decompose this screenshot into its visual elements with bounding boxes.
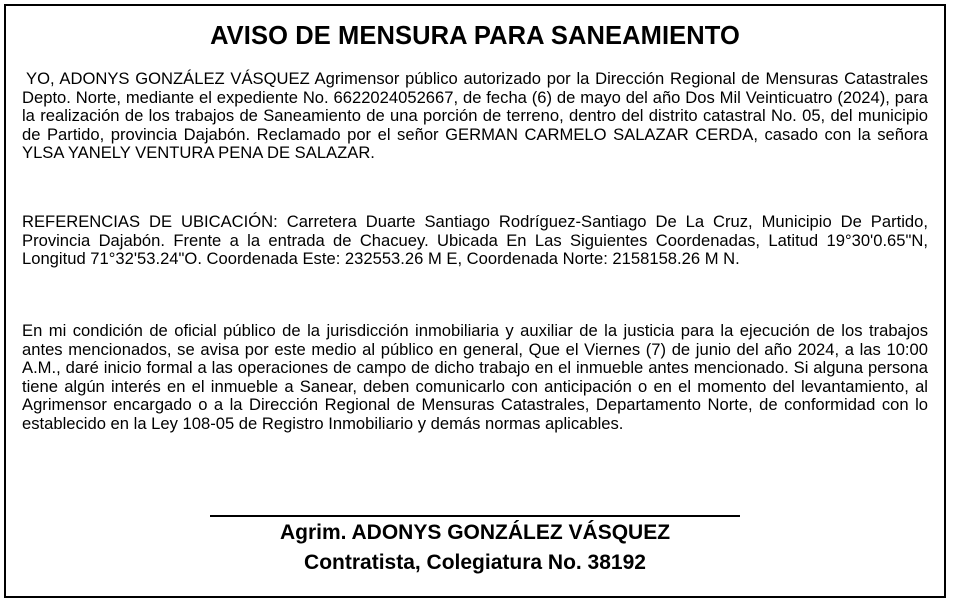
paragraph-location-references: REFERENCIAS DE UBICACIÓN: Carretera Duarte Santiago Rodríguez-Santiago De La Cruz, Municipio De Partido, Provincia Dajabón. Frente a la entrada de Chacuey. Ubicada En Las Siguientes Coordenadas, Latitud 19°30'0.65"N, Longitud 71°32'53.24"O. Coordenada Este: 232553.26 M E, Coordenada Norte: 2158158.26 M N. [22, 212, 928, 269]
notice-box [4, 4, 946, 598]
signature-role: Contratista, Colegiatura No. 38192 [304, 551, 646, 574]
signature-line [210, 515, 740, 517]
paragraph-public-notice: En mi condición de oficial público de la jurisdicción inmobiliaria y auxiliar de la justicia para la ejecución de los trabajos antes mencionados, se avisa por este medio al público en general, Que el Viernes (7) de junio del año 2024, a las 10:00 A.M., daré inicio formal a las operaciones de campo de dicho trabajo en el inmueble antes mencionado. Si alguna persona tiene algún interés en el inmueble a Sanear, deben comunicarlo con anticipación o en el momento del levantamiento, al Agrimensor encargado o a la Dirección Regional de Mensuras Catastrales, Departamento Norte, de conformidad con lo establecido en la Ley 108-05 de Registro Inmobiliario y demás normas aplicables. [22, 321, 928, 433]
signature-name: Agrim. ADONYS GONZÁLEZ VÁSQUEZ [279, 521, 671, 544]
notice-title: AVISO DE MENSURA PARA SANEAMIENTO [210, 22, 740, 50]
paragraph-surveyor-authorization: YO, ADONYS GONZÁLEZ VÁSQUEZ Agrimensor público autorizado por la Dirección Regional de Mensuras Catastrales Depto. Norte, mediante el expediente No. 6622024052667, de fecha (6) de mayo del año Dos Mil Veinticuatro (2024), para la realización de los trabajos de Saneamiento de una porción de terreno, dentro del distrito catastral No. 05, del municipio de Partido, provincia Dajabón. Reclamado por el señor GERMAN CARMELO SALAZAR CERDA, casado con la señora YLSA YANELY VENTURA PENA DE SALAZAR. [22, 69, 928, 163]
